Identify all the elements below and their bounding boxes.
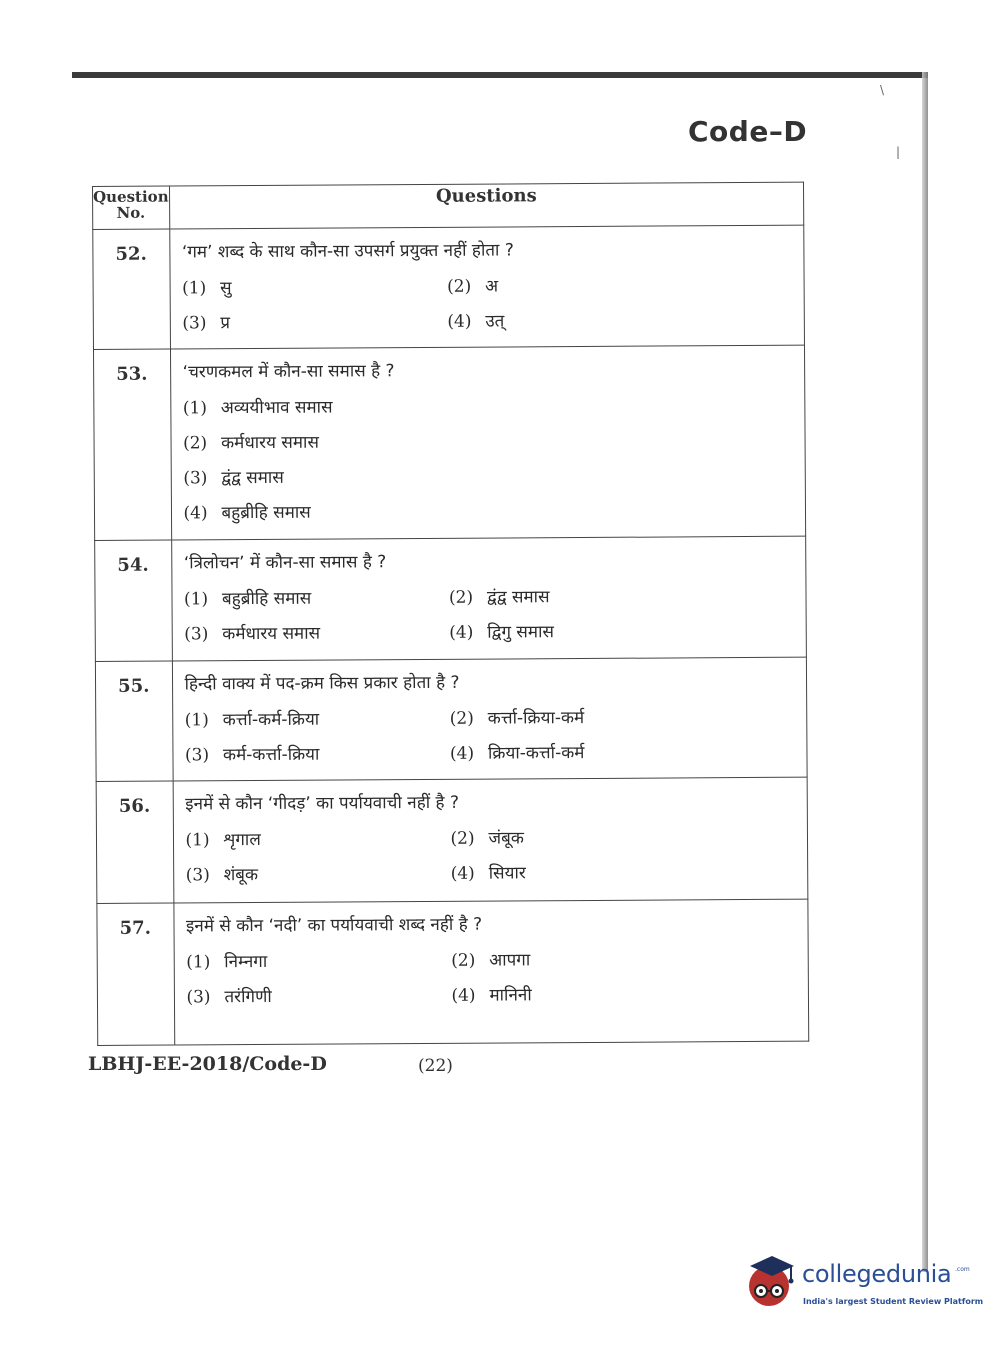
option-number: (1)	[184, 710, 209, 731]
table-row	[93, 345, 805, 540]
option-text: कर्मधारय समास	[222, 623, 321, 645]
option-text: तरंगिणी	[224, 986, 272, 1008]
question-number: 56.	[96, 781, 173, 903]
option-number: (1)	[182, 398, 208, 419]
option-item	[183, 423, 795, 462]
option-item	[184, 616, 449, 653]
option-item	[450, 735, 715, 772]
option-text: उत्	[485, 311, 505, 332]
option-number: (3)	[183, 468, 208, 489]
footer-page-number: (22)	[418, 1056, 453, 1076]
option-number: (4)	[449, 622, 474, 643]
question-number-header-line2: No.	[116, 203, 146, 222]
option-item	[450, 820, 715, 857]
option-number: (4)	[449, 743, 475, 764]
options-list	[183, 388, 795, 532]
option-number: (3)	[182, 313, 207, 334]
option-number: (3)	[184, 745, 210, 766]
option-text: जंबूक	[488, 828, 524, 849]
option-text: कर्त्ता-क्रिया-कर्म	[487, 708, 585, 729]
question-text: ‘गम’ शब्द के साथ कौन-सा उपसर्ग प्रयुक्त नहीं होता ?	[181, 240, 514, 263]
option-item	[186, 979, 451, 1016]
option-item	[451, 942, 716, 979]
question-cell	[169, 225, 804, 349]
question-number: 53.	[93, 349, 171, 540]
options-list	[185, 700, 797, 774]
option-text: कर्त्ता-कर्म-क्रिया	[222, 709, 320, 731]
question-cell	[171, 536, 806, 661]
option-item	[449, 579, 714, 616]
brand-name: collegedunia	[802, 1260, 952, 1288]
options-list	[182, 268, 794, 342]
option-number: (2)	[183, 433, 208, 454]
question-cell	[170, 345, 806, 540]
option-item	[183, 493, 795, 532]
option-item	[183, 458, 795, 497]
question-text: इनमें से कौन ‘गीदड़’ का पर्यायवाची नहीं है ?	[185, 792, 460, 815]
option-item	[182, 270, 447, 307]
options-list	[185, 820, 797, 894]
option-item	[447, 303, 712, 340]
option-number: (1)	[182, 278, 207, 299]
edge-speck: \	[880, 83, 885, 97]
collegedunia-logo-icon	[742, 1252, 800, 1310]
question-number-header	[93, 186, 170, 229]
option-text: कर्मधारय समास	[221, 432, 319, 454]
option-item	[182, 305, 447, 342]
question-text: ‘चरणकमल में कौन-सा समास है ?	[182, 361, 395, 383]
footer-paper-code: LBHJ-EE-2018/Code-D	[88, 1053, 327, 1075]
option-number: (1)	[185, 830, 210, 851]
right-page-edge	[922, 72, 928, 1272]
option-item	[186, 857, 451, 894]
table-row	[97, 899, 809, 1045]
option-text: क्रिया-कर्त्ता-कर्म	[487, 743, 585, 764]
top-page-rule	[72, 72, 928, 78]
option-text: कर्म-कर्त्ता-क्रिया	[222, 744, 320, 766]
collegedunia-watermark	[742, 1252, 984, 1314]
question-text: इनमें से कौन ‘नदी’ का पर्यायवाची शब्द नहीं है ?	[185, 914, 483, 937]
question-cell	[173, 777, 808, 903]
brand-domain-suffix: .com	[955, 1266, 970, 1273]
table-row	[96, 777, 808, 903]
option-number: (4)	[451, 985, 476, 1006]
option-text: सियार	[488, 863, 526, 884]
option-text: शृगाल	[223, 829, 261, 851]
option-number: (2)	[449, 708, 474, 729]
questions-table	[92, 182, 809, 1046]
option-text: द्वंद्व समास	[486, 587, 550, 608]
option-number: (4)	[447, 311, 472, 332]
option-item	[185, 822, 450, 859]
option-number: (3)	[185, 865, 210, 886]
option-number: (2)	[447, 276, 472, 297]
option-item	[449, 614, 714, 651]
question-text: ‘त्रिलोचन’ में कौन-सा समास है ?	[183, 552, 387, 574]
option-item	[447, 268, 712, 305]
table-header-row	[93, 182, 804, 229]
option-item	[451, 855, 716, 892]
option-text: आपगा	[489, 950, 531, 971]
question-text: हिन्दी वाक्य में पद-क्रम किस प्रकार होता है ?	[184, 672, 460, 695]
edge-speck: |	[896, 145, 901, 159]
options-list	[186, 942, 798, 1016]
questions-header: Questions	[169, 182, 804, 229]
option-text: द्विगु समास	[487, 622, 555, 643]
table-row	[95, 536, 807, 661]
question-cell	[173, 899, 808, 1045]
option-item	[185, 702, 450, 739]
option-text: द्वंद्व समास	[221, 467, 284, 489]
option-number: (1)	[183, 589, 209, 610]
option-number: (4)	[183, 503, 208, 524]
option-text: निम्नगा	[224, 951, 268, 973]
option-text: अव्ययीभाव समास	[220, 397, 333, 419]
table-row	[93, 225, 805, 349]
option-number: (2)	[448, 587, 474, 608]
option-text: सु	[220, 278, 232, 299]
table-row	[95, 657, 807, 781]
brand-tagline: India's largest Student Review Platform	[803, 1297, 984, 1306]
option-item	[450, 700, 715, 737]
question-number: 54.	[95, 540, 172, 661]
question-cell	[172, 657, 807, 781]
question-number: 55.	[95, 661, 172, 781]
option-text: बहुब्रीहि समास	[221, 588, 312, 610]
option-item	[183, 388, 795, 427]
question-number: 57.	[97, 903, 174, 1045]
options-list	[184, 579, 796, 653]
option-number: (2)	[451, 950, 476, 971]
option-number: (2)	[450, 828, 475, 849]
option-item	[451, 977, 716, 1014]
paper-code-heading: Code–D	[688, 115, 808, 148]
option-text: शंबूक	[223, 864, 259, 886]
option-item	[184, 581, 449, 618]
option-text: मानिनी	[489, 985, 532, 1006]
question-number-header-line1: Question	[93, 187, 169, 206]
option-text: प्र	[220, 313, 231, 334]
option-item	[186, 944, 451, 981]
option-number: (4)	[450, 863, 475, 884]
option-text: अ	[485, 276, 499, 297]
option-text: बहुब्रीहि समास	[221, 502, 311, 524]
option-number: (3)	[184, 624, 209, 645]
option-number: (3)	[186, 987, 211, 1008]
option-item	[185, 737, 450, 774]
question-number: 52.	[93, 229, 170, 349]
option-number: (1)	[186, 952, 211, 973]
